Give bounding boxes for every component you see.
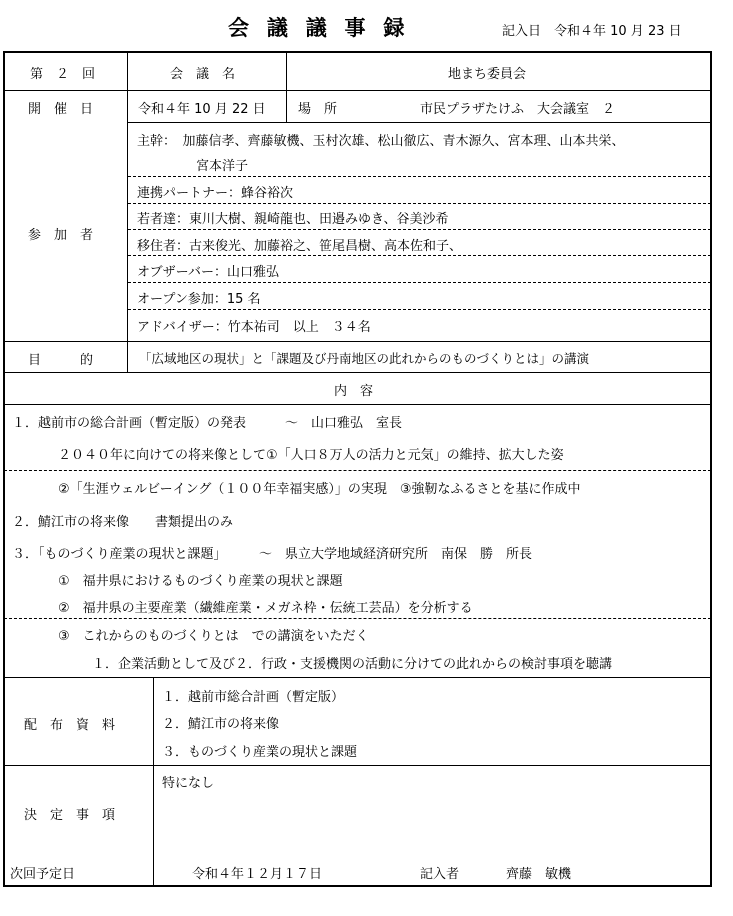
purpose-value: 「広域地区の現状」と「課題及び丹南地区の此れからのものづくりとは」の講演 <box>139 351 590 366</box>
participants-line: 連携パートナー：蜂谷裕次 <box>137 186 294 201</box>
row-divider <box>4 341 711 342</box>
column-divider <box>127 52 128 372</box>
next-meeting-label: 次回予定日 <box>10 867 76 882</box>
participants-line: オブザーバー：山口雅弘 <box>137 265 279 280</box>
content-line: ③ これからのものづくりとは での講演をいただく <box>58 629 369 644</box>
page-title: 会議議事録 <box>228 16 423 40</box>
column-divider <box>286 52 287 90</box>
dashed-divider <box>4 470 711 471</box>
participants-line: 若者達：東川大樹、親崎龍也、田邉みゆき、谷美沙希 <box>137 212 449 227</box>
materials-item: ３．ものづくり産業の現状と課題 <box>162 745 358 760</box>
recorder-name: 齊藤 敏機 <box>506 867 572 882</box>
participants-line: 宮本洋子 <box>196 159 249 174</box>
decisions-label: 決 定 事 項 <box>24 808 116 823</box>
materials-item: ２．鯖江市の将来像 <box>162 717 280 732</box>
row-divider <box>4 372 711 373</box>
meeting-name-value: 地まち委員会 <box>448 67 527 82</box>
content-line: ②「生涯ウェルビーイング（１００年幸福実感）」の実現 ③強靭なふるさとを基に作成中 <box>58 482 581 497</box>
recorder-label: 記入者 <box>420 867 460 882</box>
place-label: 場 所 <box>298 102 338 117</box>
place-value: 市民プラザたけふ 大会議室 ２ <box>420 102 616 117</box>
participants-line: アドバイザー：竹本祐司 以上 ３４名 <box>137 320 371 335</box>
content-line: １．企業活動として及び２．行政・支援機関の活動に分けての此れからの検討事項を聴講 <box>92 657 613 672</box>
dashed-divider <box>128 203 711 204</box>
content-line: １．越前市の総合計画（暫定版）の発表 ～ 山口雅弘 室長 <box>12 416 403 431</box>
record-date: 記入日 令和４年 10 月 23 日 <box>502 24 682 39</box>
dashed-divider <box>128 229 711 230</box>
row-divider <box>4 677 711 678</box>
content-label: 内 容 <box>334 384 374 399</box>
decisions-value: 特になし <box>162 776 215 791</box>
materials-item: １．越前市総合計画（暫定版） <box>162 690 345 705</box>
dashed-divider <box>128 282 711 283</box>
row-divider <box>4 404 711 405</box>
participants-line: 主幹： 加藤信孝、齊藤敏機、玉村次雄、松山徹広、青木源久、宮本理、山本共栄、 <box>137 134 625 149</box>
content-line: ３．「ものづくり産業の現状と課題」 ～ 県立大学地域経済研究所 南保 勝 所長 <box>12 547 533 562</box>
participants-label: 参 加 者 <box>28 228 94 243</box>
dashed-divider <box>4 618 711 619</box>
date-label: 開 催 日 <box>28 102 94 117</box>
content-line: ２．鯖江市の将来像 書類提出のみ <box>12 515 234 530</box>
materials-label: 配 布 資 料 <box>24 718 116 733</box>
date-value: 令和４年 10 月 22 日 <box>138 102 266 117</box>
purpose-label: 目 的 <box>28 353 94 368</box>
content-line: ① 福井県におけるものづくり産業の現状と課題 <box>58 574 343 589</box>
content-line: ２０４０年に向けての将来像として①「人口８万人の活力と元気」の維持、拡大した姿 <box>58 448 564 463</box>
dashed-divider <box>128 176 711 177</box>
column-divider <box>286 90 287 122</box>
dashed-divider <box>128 255 711 256</box>
dashed-divider <box>128 309 711 310</box>
content-line: ② 福井県の主要産業（繊維産業・メガネ枠・伝統工芸品）を分析する <box>58 601 473 616</box>
row-divider <box>128 122 711 123</box>
meeting-name-label: 会 議 名 <box>170 67 236 82</box>
next-meeting-date: 令和４年１２月１７日 <box>192 867 323 882</box>
row-divider <box>4 765 711 766</box>
participants-line: オープン参加：15 名 <box>137 292 261 307</box>
column-divider <box>153 677 154 886</box>
participants-line: 移住者：古来俊光、加藤裕之、笹尾昌樹、高本佐和子、 <box>137 239 463 254</box>
row-divider <box>4 90 711 91</box>
session-label: 第 ２ 回 <box>30 67 96 82</box>
